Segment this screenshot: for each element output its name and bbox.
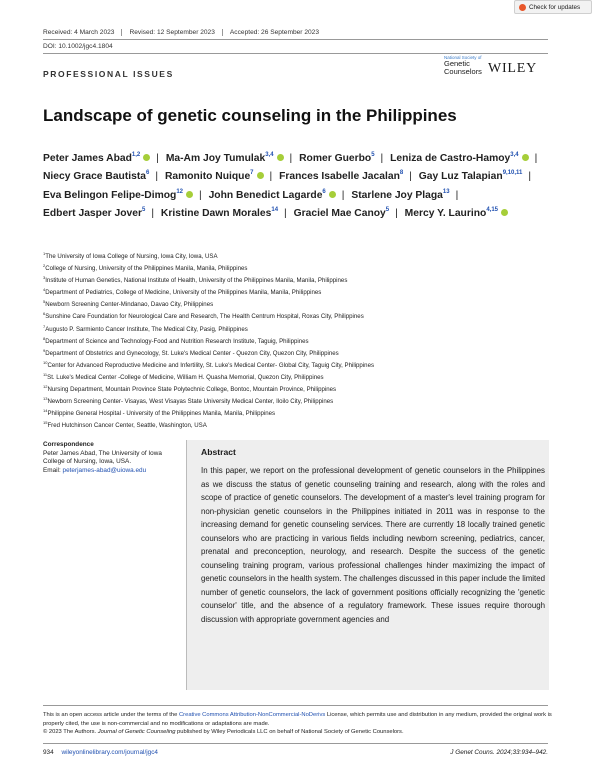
affiliation	[43, 287, 563, 299]
affiliation-text: Newborn Screening Center-Mindanao, Davao City, Philippines	[45, 301, 214, 309]
license-note	[43, 711, 563, 737]
author[interactable]	[165, 171, 264, 182]
ngc-logo	[444, 55, 482, 76]
doi-rule	[43, 53, 548, 54]
author-affiliation-ref[interactable]: 7	[250, 170, 254, 177]
author-separator: |	[528, 171, 532, 183]
author[interactable]	[419, 171, 523, 182]
affiliation-number: 1	[43, 251, 46, 256]
footer-rule	[43, 743, 548, 744]
author-affiliation-ref[interactable]: 13	[442, 188, 450, 195]
affiliation-number: 5	[43, 299, 46, 305]
affiliation-number: 12	[43, 384, 48, 390]
author[interactable]	[43, 190, 193, 201]
author-name: Romer Guerbo	[299, 153, 372, 164]
author-affiliation-ref[interactable]: 14	[271, 207, 279, 214]
author-separator: |	[151, 208, 155, 220]
orcid-icon[interactable]	[277, 154, 284, 161]
author-affiliation-ref[interactable]: 8	[399, 170, 404, 177]
affiliation-number: 7	[43, 323, 46, 329]
author-affiliation-ref[interactable]: 12	[176, 188, 183, 195]
orcid-icon[interactable]	[522, 154, 529, 161]
citation: J Genet Couns. 2024;33:934–942.	[450, 749, 548, 756]
ngc-logo-society: National Society of	[444, 55, 482, 60]
affiliation-number: 4	[43, 287, 46, 293]
abstract-heading: Abstract	[201, 447, 236, 457]
affiliation-text: College of Nursing, University of the Philippines Manila, Manila, Philippines	[45, 265, 248, 273]
check-for-updates-button[interactable]	[514, 0, 592, 14]
affiliation-text: Center for Advanced Reproductive Medicine and Infertility, St. Luke's Medical Center- Global City, Taguig City, Philippines	[47, 361, 374, 369]
author-name: Frances Isabelle Jacalan	[279, 171, 400, 183]
check-updates-label: Check for updates	[529, 3, 581, 11]
author-affiliation-ref[interactable]: 6	[146, 170, 150, 177]
author-name: Graciel Mae Canoy	[293, 208, 386, 220]
wiley-logo: WILEY	[487, 61, 538, 76]
affiliation-number: 11	[43, 371, 48, 377]
author-separator: |	[269, 171, 273, 183]
author-separator: |	[534, 153, 538, 164]
author-affiliation-ref[interactable]: 6	[322, 188, 326, 195]
author-name: Ramonito Nuique	[164, 171, 251, 183]
affiliation-text: The University of Iowa College of Nursing, Iowa City, Iowa, USA	[45, 253, 218, 260]
affiliation-number: 15	[43, 420, 48, 426]
affiliation-text: Nursing Department, Mountain Province State Polytechnic College, Bontoc, Mountain Province, Philippines	[47, 386, 337, 394]
affiliation-text: Fred Hutchinson Cancer Center, Seattle, Washington, USA	[47, 422, 207, 430]
article-title: Landscape of genetic counseling in the Philippines	[43, 106, 457, 125]
affiliation	[43, 263, 563, 275]
author[interactable]	[351, 190, 449, 201]
author-list	[43, 150, 563, 224]
author-separator: |	[284, 208, 287, 220]
author-affiliation-ref[interactable]: 1,2	[131, 152, 141, 158]
author[interactable]	[294, 208, 389, 219]
affiliation	[43, 299, 563, 311]
section-label: PROFESSIONAL ISSUES	[43, 69, 174, 79]
abstract-text: In this paper, we report on the professional development of genetic counselors in the Philippines as we discuss the status of genetic counseling training and research, along with the roles and scope of practice of genetic counselors. The development of a master's level training program for non-physician genetic counselors in the Philippines initiated in 2011 was in response to the increasing demand for genetic counseling services. There are currently 18 locally trained genetic counselors who are practicing in various fields including newborn screening, pediatrics, cancer, prenatal and preconception, neurology, and research. Despite the success of the genetic counseling training program, various professional challenges hinder maximizing the impact of genetic counselors in the health system. The challenges discussed in this paper include the limited number of genetic counselors, the lack of government positions officially recognizing the 'genetic counselor' title, and the absence of a regulatory framework. These issues require thorough discussion with appropriate government agencies and	[201, 466, 545, 624]
email-link[interactable]: peterjames-abad@uiowa.edu	[62, 466, 147, 474]
affiliation	[43, 311, 563, 323]
orcid-icon[interactable]	[143, 154, 150, 161]
author-name: Kristine Dawn Morales	[160, 208, 272, 220]
author[interactable]	[390, 153, 529, 164]
author-separator: |	[409, 171, 412, 183]
abstract-box	[186, 440, 549, 690]
author-affiliation-ref[interactable]: 3,4	[510, 152, 519, 158]
revised-date: Revised: 12 September 2023	[129, 29, 222, 36]
affiliation-text: Sunshine Care Foundation for Neurological Care and Research, The Health Centrum Hospital, Roxas City, Philippines	[45, 313, 364, 321]
affiliation-number: 2	[43, 263, 46, 269]
affiliation-text: Department of Science and Technology-Food and Nutrition Research Institute, Taguig, Philippines	[45, 337, 309, 345]
affiliation	[43, 336, 563, 348]
license-rule	[43, 705, 548, 706]
author-name: Edbert Jasper Jover	[43, 208, 143, 220]
author-affiliation-ref[interactable]: 4,15	[486, 207, 498, 214]
affiliation-number: 9	[43, 347, 46, 353]
author[interactable]	[161, 208, 278, 219]
author-name: Eva Belingon Felipe-Dimog	[43, 189, 177, 201]
affiliation	[43, 324, 563, 336]
author-affiliation-ref[interactable]: 5	[142, 207, 146, 214]
affiliation-number: 6	[43, 311, 46, 317]
affiliation	[43, 360, 563, 372]
author[interactable]	[43, 208, 145, 219]
affiliation	[43, 348, 563, 360]
author-affiliation-ref[interactable]: 5	[371, 152, 375, 158]
orcid-icon[interactable]	[257, 172, 264, 179]
author[interactable]	[299, 153, 374, 164]
author[interactable]	[405, 208, 508, 219]
author-name: Leniza de Castro-Hamoy	[390, 153, 511, 164]
author[interactable]	[43, 171, 149, 182]
affiliation-number: 10	[43, 359, 48, 365]
affiliation-number: 3	[43, 275, 46, 281]
affiliation-text: Department of Obstetrics and Gynecology, St. Luke's Medical Center - Quezon City, Quezon City, Philippines	[45, 349, 339, 357]
affiliation-number: 13	[43, 396, 48, 402]
publisher-logo	[444, 55, 537, 76]
correspondence	[43, 441, 183, 475]
affiliation-text: St. Luke's Medical Center -College of Medicine, William H. Quasha Memorial, Quezon City, Philippines	[47, 373, 324, 381]
license-post: License, which permits use and distribution in any medium, provided the original work is properly cited, the use is non-commercial and no modifications or adaptations are made.	[43, 712, 552, 727]
license-pre: This is an open access article under the terms of the	[43, 712, 179, 718]
copyright-pre: © 2023 The Authors.	[43, 729, 98, 736]
author-affiliation-ref[interactable]: 5	[385, 207, 390, 214]
author-name: John Benedict Lagarde	[208, 189, 323, 201]
journal-url[interactable]: wileyonlinelibrary.com/journal/jgc4	[61, 749, 158, 756]
author-name: Starlene Joy Plaga	[351, 189, 443, 201]
author-name: Ma-Am Joy Tumulak	[165, 153, 266, 164]
affiliation	[43, 372, 563, 384]
affiliation-text: Augusto P. Sarmiento Cancer Institute, The Medical City, Pasig, Philippines	[45, 325, 248, 333]
author-name: Peter James Abad	[43, 153, 132, 164]
affiliation	[43, 408, 563, 420]
author-name: Niecy Grace Bautista	[43, 171, 147, 183]
affiliation-text: Institute of Human Genetics, National Institute of Health, University of the Philippines Manila, Manila, Philippines	[45, 277, 348, 285]
author-separator: |	[341, 189, 345, 201]
doi[interactable]: DOI: 10.1002/jgc4.1804	[43, 43, 113, 50]
article-dates	[43, 29, 333, 36]
affiliation	[43, 275, 563, 287]
author-name: Gay Luz Talapian	[418, 171, 503, 183]
affiliation	[43, 384, 563, 396]
page-number: 934	[43, 749, 54, 756]
author-separator: |	[289, 153, 293, 164]
author[interactable]	[43, 153, 150, 164]
orcid-icon[interactable]	[501, 209, 508, 216]
affiliation	[43, 251, 563, 263]
affiliation-text: Philippine General Hospital - University of the Philippines Manila, Manila, Philippines	[47, 410, 276, 418]
author[interactable]	[209, 190, 336, 201]
page-footer	[43, 749, 548, 756]
header-rule	[43, 39, 548, 40]
author-separator: |	[455, 189, 459, 201]
affiliation-number: 14	[43, 408, 48, 414]
license-link[interactable]: Creative Commons Attribution-NonCommercial-NoDerivs	[178, 712, 326, 718]
correspondence-heading: Correspondence	[43, 441, 94, 448]
author-separator: |	[395, 208, 398, 220]
orcid-icon[interactable]	[329, 191, 336, 198]
affiliation-list	[43, 251, 563, 432]
check-updates-icon	[519, 4, 526, 11]
affiliation-text: Department of Pediatrics, College of Medicine, University of the Philippines Manila, Manila, Philippines	[45, 289, 322, 297]
correspondence-text: Peter James Abad, The University of Iowa College of Nursing, Iowa, USA.	[43, 449, 162, 466]
author-name: Mercy Y. Laurino	[404, 208, 487, 220]
author-affiliation-ref[interactable]: 9,10,11	[502, 170, 523, 177]
author-separator: |	[199, 189, 202, 201]
author-separator: |	[156, 153, 159, 164]
affiliation	[43, 420, 563, 432]
author-affiliation-ref[interactable]: 3,4	[265, 152, 274, 158]
orcid-icon[interactable]	[186, 191, 193, 198]
ngc-logo-line2: Counselors	[444, 67, 482, 76]
affiliation-number: 8	[43, 335, 46, 341]
author-separator: |	[155, 171, 159, 183]
affiliation-text: Newborn Screening Center- Visayas, West Visayas State University Medical Center, Iloilo City, Philippines	[47, 398, 334, 406]
author[interactable]	[279, 171, 403, 182]
received-date: Received: 4 March 2023	[43, 29, 122, 36]
email-label: Email:	[43, 466, 61, 474]
author-separator: |	[380, 153, 384, 164]
accepted-date: Accepted: 26 September 2023	[229, 29, 319, 36]
ngc-logo-line1: Genetic	[444, 59, 470, 68]
copyright-post: published by Wiley Periodicals LLC on behalf of National Society of Genetic Counselors.	[175, 729, 404, 736]
affiliation	[43, 396, 563, 408]
journal-name: Journal of Genetic Counseling	[97, 729, 176, 736]
author[interactable]	[166, 153, 284, 164]
